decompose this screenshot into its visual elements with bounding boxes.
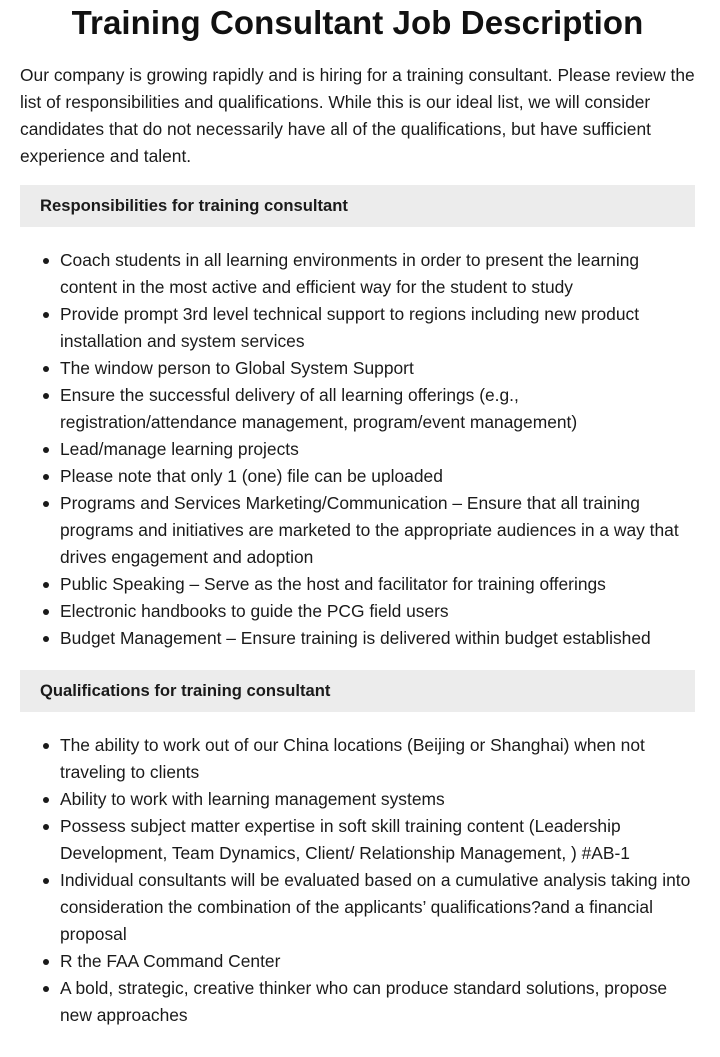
list-item: Programs and Services Marketing/Communication – Ensure that all training programs and initiatives are marketed to the appropriate audiences in a way that drives engagement and adoption — [60, 490, 695, 571]
list-item: Individual consultants will be evaluated based on a cumulative analysis taking into consideration the combination of the applicants’ qualifications?and a financial proposal — [60, 867, 695, 948]
list-item: Electronic handbooks to guide the PCG field users — [60, 598, 695, 625]
job-description — [20, 0, 695, 1029]
intro-paragraph: Our company is growing rapidly and is hiring for a training consultant. Please review the list of responsibilities and qualifications. While this is our ideal list, we will consider candidates that do not necessarily have all of the qualifications, but have sufficient experience and talent. — [20, 65, 695, 166]
qualifications-heading: Qualifications for training consultant — [20, 670, 695, 712]
page-title: Training Consultant Job Description — [71, 4, 644, 41]
responsibilities-list — [20, 247, 695, 652]
list-item: Possess subject matter expertise in soft skill training content (Leadership Development, Team Dynamics, Client/ Relationship Management, ) #AB-1 — [60, 813, 695, 867]
list-item: Ensure the successful delivery of all learning offerings (e.g., registration/attendance management, program/event management) — [60, 382, 695, 436]
list-item: The window person to Global System Support — [60, 355, 695, 382]
list-item: Provide prompt 3rd level technical support to regions including new product installation and system services — [60, 301, 695, 355]
list-item: R the FAA Command Center — [60, 948, 695, 975]
list-item: Public Speaking – Serve as the host and facilitator for training offerings — [60, 571, 695, 598]
list-item: Budget Management – Ensure training is delivered within budget established — [60, 625, 695, 652]
list-item: A bold, strategic, creative thinker who can produce standard solutions, propose new approaches — [60, 975, 695, 1029]
responsibilities-heading: Responsibilities for training consultant — [20, 185, 695, 227]
list-item: Please note that only 1 (one) file can be uploaded — [60, 463, 695, 490]
qualifications-list — [20, 732, 695, 1029]
list-item: The ability to work out of our China locations (Beijing or Shanghai) when not traveling to clients — [60, 732, 695, 786]
list-item: Ability to work with learning management systems — [60, 786, 695, 813]
list-item: Coach students in all learning environments in order to present the learning content in the most active and efficient way for the student to study — [60, 247, 695, 301]
list-item: Lead/manage learning projects — [60, 436, 695, 463]
